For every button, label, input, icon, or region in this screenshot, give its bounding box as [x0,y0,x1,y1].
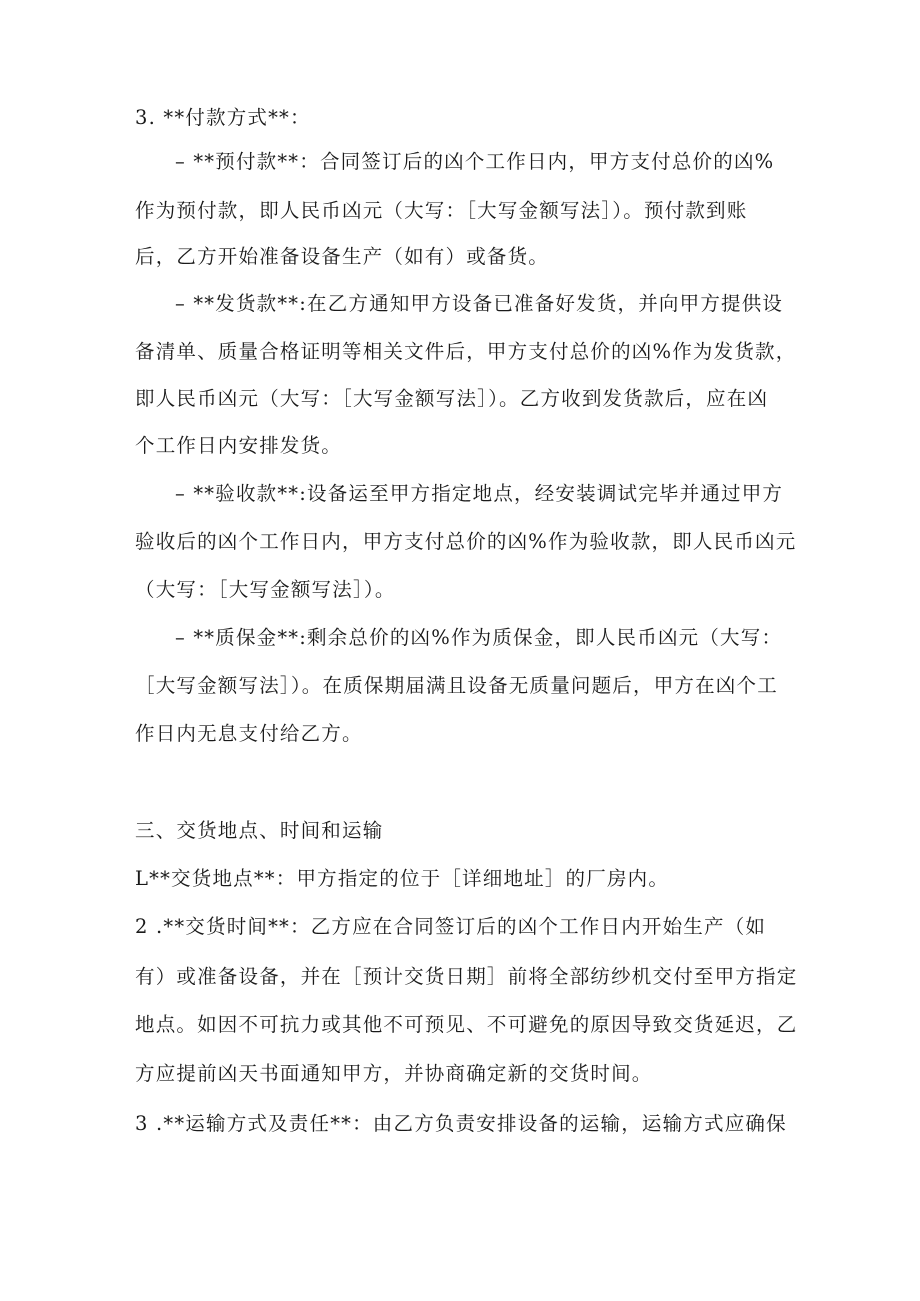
paragraph-line: 验收后的凶个工作日内，甲方支付总价的凶%作为验收款，即人民币凶元 [135,530,797,553]
paragraph-line: 地点。如因不可抗力或其他不可预见、不可避免的原因导致交货延迟，乙 [135,1013,798,1036]
paragraph-line: 即人民币凶元（大写：［大写金额写法］）。乙方收到发货款后，应在凶 [135,387,769,410]
paragraph-line: ［大写金额写法］）。在质保期届满且设备无质量问题后，甲方在凶个工 [135,674,778,697]
transport-paragraph: 3 .**运输方式及责任**：由乙方负责安排设备的运输，运输方式应确保 [135,1112,787,1135]
paragraph-line: 个工作日内安排发货。 [135,434,343,457]
paragraph-line: 作日内无息支付给乙方。 [135,722,363,745]
delivery-location-paragraph: L**交货地点**：甲方指定的位于［详细地址］的厂房内。 [135,867,670,890]
paragraph-line: 后，乙方开始准备设备生产（如有）或备货。 [135,245,550,268]
paragraph-line: 有）或准备设备，并在［预计交货日期］前将全部纺纱机交付至甲方指定 [135,965,798,988]
paragraph-line: – **发货款**:在乙方通知甲方设备已准备好发货，并向甲方提供设 [175,292,784,315]
delivery-section-heading: 三、交货地点、时间和运输 [135,819,384,842]
paragraph-line: 备清单、质量合格证明等相关文件后，甲方支付总价的凶%作为发货款， [135,340,797,363]
paragraph-line: 作为预付款，即人民币凶元（大写：［大写金额写法］）。预付款到账 [135,199,748,222]
paragraph-line: – **预付款**：合同签订后的凶个工作日内，甲方支付总价的凶% [175,150,775,173]
paragraph-line: – **验收款**:设备运至甲方指定地点，经安装调试完毕并通过甲方 [175,482,784,505]
paragraph-line: 方应提前凶天书面通知甲方，并协商确定新的交货时间。 [135,1062,653,1085]
payment-method-heading: 3. **付款方式**： [135,106,311,129]
paragraph-line: – **质保金**:剩余总价的凶%作为质保金，即人民币凶元（大写： [175,626,783,649]
paragraph-line: （大写：［大写金额写法］）。 [135,578,396,601]
paragraph-line: 2 .**交货时间**：乙方应在合同签订后的凶个工作日内开始生产（如 [135,915,767,938]
